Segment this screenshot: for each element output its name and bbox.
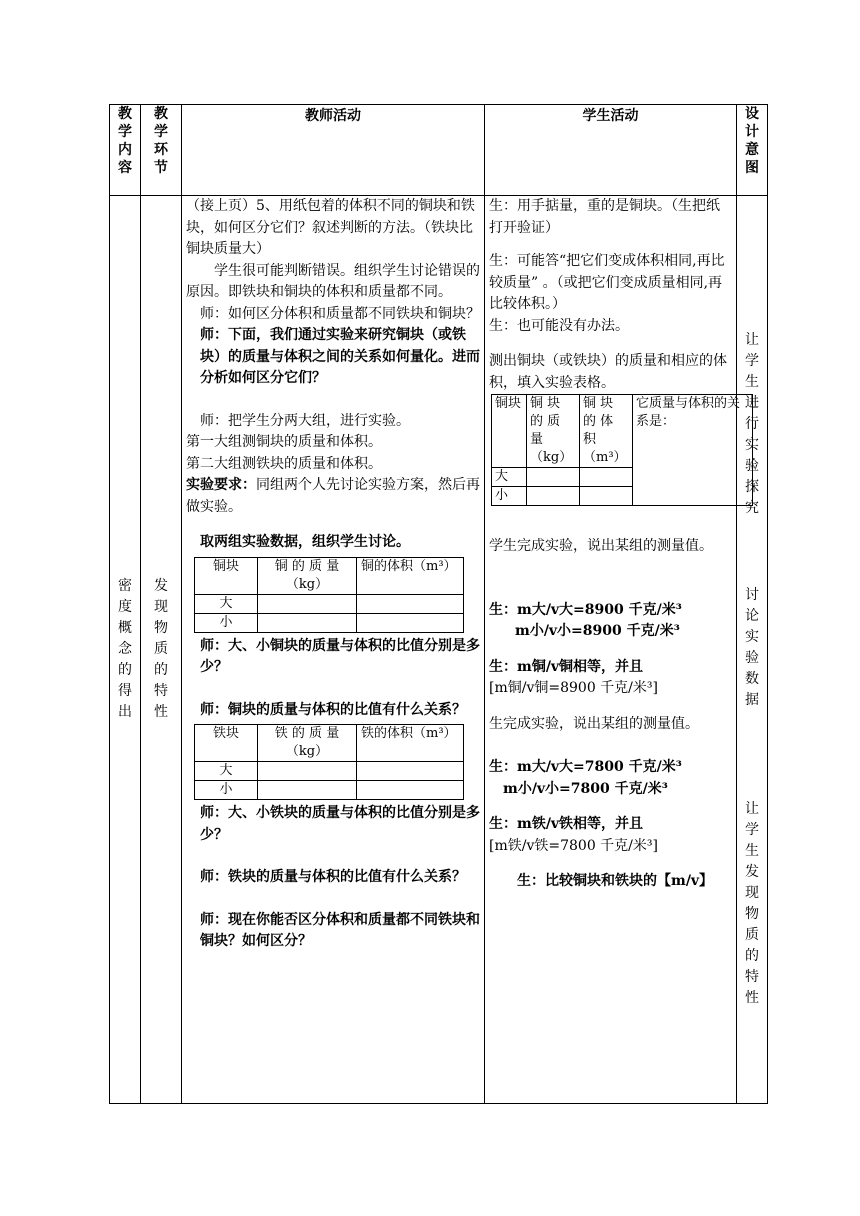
header-content: 教学内容 xyxy=(110,105,141,196)
student-s8: 生完成实验，说出某组的测量值。 xyxy=(489,715,699,732)
teacher-p13: 师：铁块的质量与体积的比值有什么关系？ xyxy=(200,869,466,885)
iron-table-h2: 铁 的 质 量（kg） xyxy=(258,725,357,762)
body-row xyxy=(110,196,768,1104)
copper-data-table xyxy=(194,557,464,633)
copper-table-h2: 铜 的 质 量（kg） xyxy=(258,557,357,594)
lesson-plan-table xyxy=(109,104,768,1104)
teacher-p9: 取两组实验数据，组织学生讨论。 xyxy=(200,534,410,550)
teacher-p2: 学生很可能判断错误。组织学生讨论错误的原因。即铁块和铜块的体积和质量都不同。 xyxy=(186,262,480,300)
student-s6b: m小/v小=8900 千克/米³ xyxy=(515,623,680,639)
iron-data-table xyxy=(194,724,464,800)
teacher-p12: 师：大、小铁块的质量与体积的比值分别是多少？ xyxy=(200,805,480,843)
student-s2: 生：可能答“把它们变成体积相同,再比较质量” 。（或把它们变成质量相同,再比较体积。） xyxy=(489,253,725,312)
student-table-r2: 小 xyxy=(492,487,527,506)
student-table-h4: 它质量与体积的关系是： xyxy=(633,395,753,506)
student-s5: 学生完成实验，说出某组的测量值。 xyxy=(489,538,713,554)
iron-table-r1: 大 xyxy=(195,762,258,781)
teacher-activity-cell xyxy=(182,196,485,1104)
teacher-p10: 师：大、小铜块的质量与体积的比值分别是多少？ xyxy=(200,637,480,675)
student-table-h2: 铜 块 的 质 量（kg） xyxy=(527,395,580,468)
student-s9a: 生：m大/v大=7800 千克/米³ xyxy=(489,759,682,775)
lesson-plan-page xyxy=(109,104,767,1104)
teacher-p4: 师：下面，我们通过实验来研究铜块（或铁块）的质量与体积之间的关系如何量化。进而分析如何区分它们？ xyxy=(200,327,480,386)
content-label: 密度概念的得出 xyxy=(118,578,132,720)
student-table-h3: 铜 块 的 体 积（m³） xyxy=(580,395,633,468)
student-s10a: 生：m铁/v铁相等，并且 xyxy=(489,816,644,832)
copper-table-r2: 小 xyxy=(195,613,258,632)
header-student: 学生活动 xyxy=(485,105,737,196)
iron-table-h1: 铁块 xyxy=(195,725,258,762)
student-s6a: 生：m大/v大=8900 千克/米³ xyxy=(489,601,682,618)
header-stage: 教学环节 xyxy=(141,105,182,196)
stage-label: 发现物质的特性 xyxy=(154,578,168,720)
copper-table-r1: 大 xyxy=(195,594,258,613)
student-activity-cell xyxy=(485,196,741,1104)
student-s7b: [m铜/v铜=8900 千克/米³] xyxy=(489,680,658,696)
header-row xyxy=(110,105,768,196)
teacher-p6: 第一大组测铜块的质量和体积。 xyxy=(186,434,382,450)
student-s4: 测出铜块（或铁块）的质量和相应的体积，填入实验表格。 xyxy=(489,353,727,391)
student-s11: 生：比较铜块和铁块的【m/v】 xyxy=(517,873,714,889)
copper-table-h1: 铜块 xyxy=(195,557,258,594)
student-table-r1: 大 xyxy=(492,468,527,487)
intent-2: 讨论实验数据 xyxy=(745,587,759,708)
student-data-table xyxy=(491,394,753,506)
student-s10b: [m铁/v铁=7800 千克/米³] xyxy=(489,837,658,854)
intent-3: 让学生发现物质的特性 xyxy=(745,801,759,1006)
student-s9b: m小/v小=7800 千克/米³ xyxy=(503,780,668,797)
intent-cell xyxy=(737,196,768,1104)
intent-1: 让学生进行实验探究 xyxy=(745,332,759,516)
teacher-p8: 实验要求：同组两个人先讨论实验方案，然后再做实验。 xyxy=(186,477,480,515)
iron-table-h3: 铁的体积（m³） xyxy=(357,725,464,762)
teacher-p14: 师：现在你能否区分体积和质量都不同铁块和铜块？如何区分？ xyxy=(200,911,480,949)
header-intent: 设计意图 xyxy=(737,105,768,196)
teacher-p5: 师：把学生分两大组，进行实验。 xyxy=(200,412,410,429)
content-cell xyxy=(110,196,141,1104)
teacher-p3: 师：如何区分体积和质量都不同铁块和铜块？ xyxy=(200,305,480,322)
student-s3: 生：也可能没有办法。 xyxy=(489,317,629,334)
iron-table-r2: 小 xyxy=(195,781,258,800)
teacher-p1: （接上页）5、用纸包着的体积不同的铜块和铁块，如何区分它们？叙述判断的方法。（铁块比铜块质量大） xyxy=(186,198,475,257)
student-s7a: 生：m铜/v铜相等，并且 xyxy=(489,658,644,675)
copper-table-h3: 铜的体积（m³） xyxy=(357,557,464,594)
teacher-p7: 第二大组测铁块的质量和体积。 xyxy=(186,455,382,472)
header-teacher: 教师活动 xyxy=(182,105,485,196)
student-s1: 生：用手掂量，重的是铜块。（生把纸打开验证） xyxy=(489,198,720,236)
stage-cell xyxy=(141,196,182,1104)
teacher-p11: 师：铜块的质量与体积的比值有什么关系？ xyxy=(200,701,466,718)
student-table-h1: 铜块 xyxy=(492,395,527,468)
